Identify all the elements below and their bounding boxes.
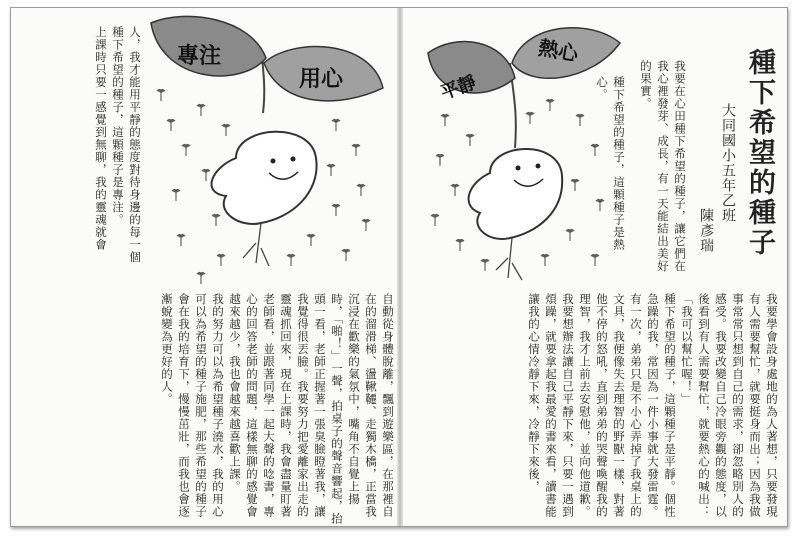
right-body-text: 我要學會設身處地的為人著想，只要發現有人需要幫忙，就要挺身而出；因為我做事常常只想到自己的需求，卻忽略別人的感受。我要改變自己冷眼旁觀的態度，以後看到有人需要幫忙，就要熱心的喊出：「我可以幫忙喔！」 種下希望的種子，這顆種子是平靜。個性急躁的我，常因為一件小事就大發雷霆。有一次，弟弟只是不小心弄掉了我桌上的文具，我便像失去理智的野獸一樣，對著他不停的怒吼，直到弟弟的哭聲喚醒我的理智，我才上前去安慰他，並向他道歉。我要想辦法讓自己平靜下來，只要一遇到煩躁，就要拿起我最愛的書來看，讀書能讓我的心情冷靜下來，冷靜下來後， bbox=[527, 293, 779, 518]
right-page bbox=[400, 8, 789, 526]
author-name: 陳彥瑞 bbox=[698, 208, 714, 253]
seed-character bbox=[469, 149, 563, 239]
leaf-label-focus: 專注 bbox=[177, 44, 222, 69]
seed-enthusiasm-line: 種下希望的種子，這顆種子是熱心。 bbox=[595, 76, 626, 251]
intro-text: 我要在心田種下希望的種子，讓它們在我心裡發芽、成長，有一天能結出美好的果實。 bbox=[639, 60, 687, 273]
leaf-label-enthusiasm: 熱心 bbox=[536, 35, 581, 66]
leaf-label-calm: 平靜 bbox=[438, 72, 480, 105]
author-school: 大同國小五年乙班 bbox=[720, 103, 736, 223]
leaf-label-diligence: 用心 bbox=[299, 67, 344, 92]
left-bottom-text: 自動從身體脫離，飄到遊樂區，在那裡自在的溜滑梯、盪鞦韆、走獨木橋，正當我沉浸在歡樂的氣氛中，嘴角不自覺上揚時，「啪！」一聲，拍桌子的聲音響起，抬頭一看，老師正握著一張臭臉瞪著我，讓我覺得很丟臉。我要努力把愛離家出走的靈魂抓回來，現在上課時，我會盡量盯著老師看，並跟著同學一起大聲的唸書，專心的回答老師的問題，這樣無聊的感覺會越來越少，我也會越來越喜歡上課。 我的努力可以為希望種子澆水，我的用心可以為希望的種子施肥，那些希望的種子會在我的培育下，慢慢茁壯，而我也會逐漸蛻變為更好的人。 bbox=[160, 293, 395, 525]
left-page bbox=[11, 8, 400, 526]
article-title: 種下希望的種子 bbox=[744, 48, 775, 258]
left-top-text: 人，我才能用平靜的態度對待身邊的每一個 種下希望的種子，這顆種子是專注。 上課時只要一感覺到無聊，我的靈魂就會 bbox=[94, 26, 142, 264]
magazine-spread bbox=[10, 7, 788, 527]
seed-character bbox=[212, 132, 317, 224]
